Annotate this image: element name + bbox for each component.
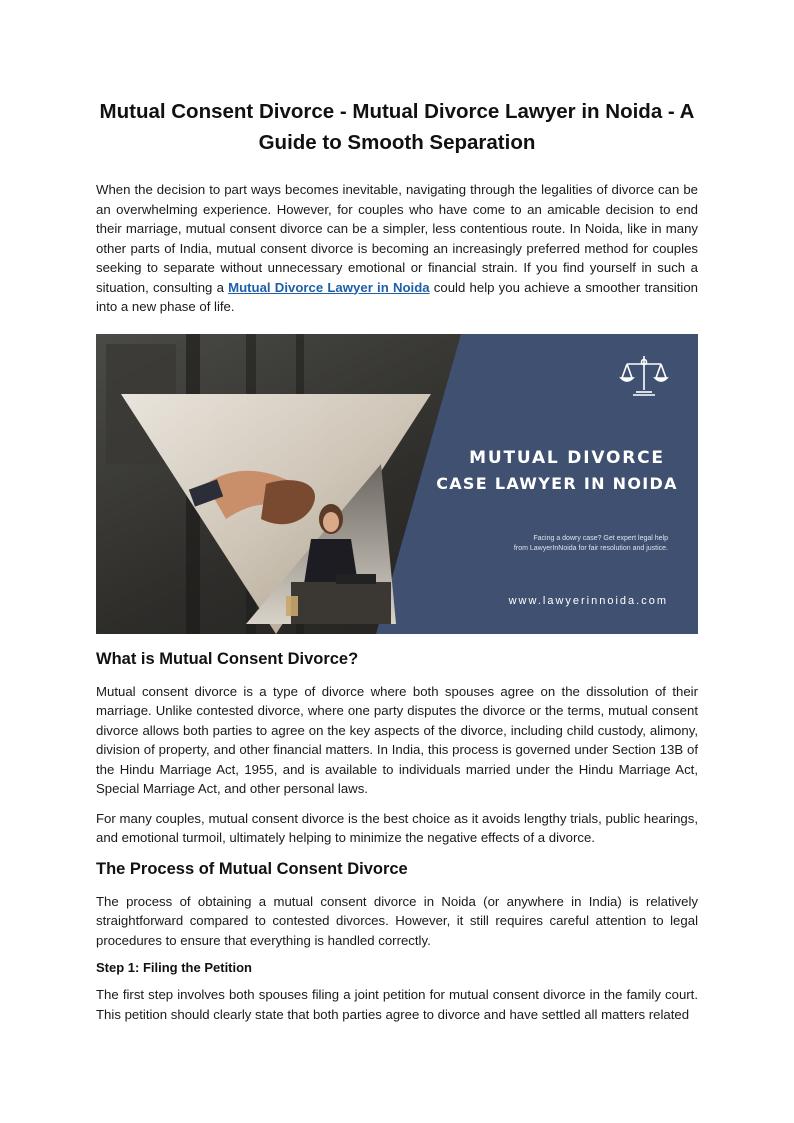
intro-text-end: could help you achieve a smoother transition into a new phase of life. <box>96 279 698 314</box>
section2-paragraph-1: The process of obtaining a mutual consent divorce in Noida (or anywhere in India) is relatively straightforward compared to contested divorces. However, it still requires careful attention to legal procedures to ensure that everything is handled correctly. <box>96 893 698 948</box>
banner-image <box>96 334 698 634</box>
banner-tagline-line2: from LawyerInNoida for fair resolution and justice. <box>513 544 668 552</box>
step1-paragraph: The first step involves both spouses filing a joint petition for mutual consent divorce in the family court. This petition should clearly state that both parties agree to divorce and have settled all matters related <box>96 987 698 1022</box>
banner-tagline-line1: Facing a dowry case? Get expert legal help <box>533 534 668 542</box>
document-title: Mutual Consent Divorce - Mutual Divorce Lawyer in Noida - A Guide to Smooth Separation <box>99 100 695 154</box>
banner-heading-line2: CASE LAWYER IN NOIDA <box>436 473 678 493</box>
banner-heading-line1: MUTUAL DIVORCE <box>469 447 665 468</box>
section1-paragraph-1: Mutual consent divorce is a type of divorce where both spouses agree on the dissolution of their marriage. Unlike contested divorce, where one party disputes the divorce or the terms, mutual consent divorce allows both parties to agree on the key aspects of the divorce, including child custody, alimony, division of property, and other financial matters. In India, this process is governed under Section 13B of the Hindu Marriage Act, 1955, and is available to individuals married under the Hindu Marriage Act, Special Marriage Act, and other personal laws. <box>96 683 698 796</box>
intro-text-start: When the decision to part ways becomes inevitable, navigating through the legalities of divorce can be an overwhelming experience. However, for couples who have come to an amicable decision to end their marriage, mutual consent divorce can be a simpler, less contentious route. In Noida, like in many other parts of India, mutual consent divorce is becoming an increasingly preferred method for couples seeking to separate without unnecessary emotional or financial strain. If you find yourself in such a situation, consulting a <box>96 182 698 295</box>
section-heading-what-is: What is Mutual Consent Divorce? <box>96 649 359 668</box>
step1-heading: Step 1: Filing the Petition <box>96 960 252 975</box>
banner-website: www.lawyerinnoida.com <box>508 594 668 607</box>
intro-paragraph <box>96 180 698 317</box>
document-page <box>96 96 698 1034</box>
scales-of-justice-icon <box>619 352 669 398</box>
mutual-divorce-lawyer-link[interactable]: Mutual Divorce Lawyer in Noida <box>228 279 430 295</box>
section-heading-process: The Process of Mutual Consent Divorce <box>96 859 408 878</box>
section1-paragraph-2: For many couples, mutual consent divorce is the best choice as it avoids lengthy trials, public hearings, and emotional turmoil, ultimately helping to minimize the negative effects of a divorce. <box>96 810 698 845</box>
